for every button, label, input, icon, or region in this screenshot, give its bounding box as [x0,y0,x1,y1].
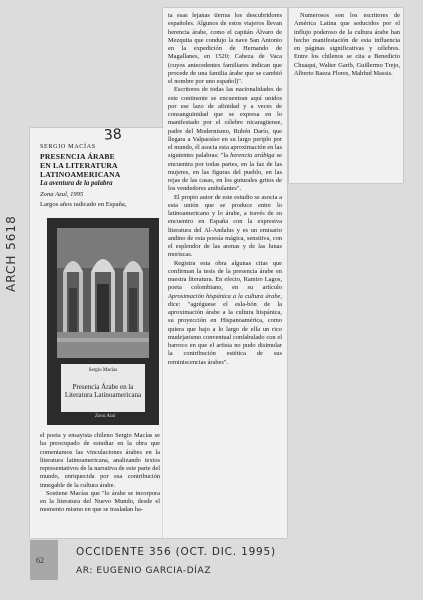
intro-text: Largos años radicado en España, [40,201,127,208]
article-subtitle: La aventura de la palabra [40,180,113,187]
book-cover [47,218,159,425]
handwritten-source: OCCIDENTE 356 (OCT. DIC. 1995) [76,546,276,558]
right-column-text: Numerosos son los escritores de América Latina que seducidos por el influjo poderoso de la cultura árabe han hecho manifestación de esta influencia en páginas significativas y célebres. Entre los chilenos se cita a Benedicto Chuaqui, Walter Garib, Guillermo Trejo, Alberto Baeza Flores, Mahfud Massis. [294,12,400,77]
publisher-logo: Zona Azul [95,414,116,419]
cover-title-line1: Presencia Árabe en la [72,383,134,391]
article-title: PRESENCIA ÁRABE EN LA LITERATURA LATINOAMERICANA [40,152,121,179]
left-column-text: el poeta y ensayista chileno Sergio Macías se ha preocupado de estudiar en la obra que comentamos las vinculaciones árabes en la literatura latinoamericana, analizando textos representativos de la narrativa de este parte del mundo, enriquecida por esa contribución innegable de la cultura árabe. Sostiene Macías que "lo árabe se incorpora en la literatura del Nuevo Mundo, desde el momento mismo en que se trasladan ha- [40,432,160,514]
page-number: 62 [36,556,44,565]
page-number-box [30,540,58,580]
cover-title-line2: Literatura Latinoamericana [64,391,142,399]
publisher-line: Zona Azul, 1995 [40,191,84,198]
cover-artwork [57,228,149,358]
handwritten-side-note: ARCH 5618 [4,215,18,292]
handwritten-author: AR: EUGENIO GARCIA-DÍAZ [76,566,212,576]
handwritten-number: 38 [103,126,123,144]
center-column-text: ta esas lejanas tierras los descubridores españoles. Algunos de estos viajeros llevan herencia árabe, como el capitán Álvaro de Mezquita que condujo la nave San Antonio en la expedición de Hernando de Magallanes, en 1520; Cabeza de Vaca (cuyos antecedentes familiares indican que procede de una familia árabe que se cambió el nombre por uno español)". Escritores de todas las nacionalidades de este continente se encuentran aquí unidos por ese lazo de afinidad y a veces de consanguinidad que se expresa en lo manifestado por el célebre nicaragüense, padre del Modernismo, Rubén Darío, que llegara a Valparaíso en su largo periplo por el mundo, él asocia esta aproximación en las siguientes palabras: "la herencia arábiga se encuentra por todas partes, en la faz de las mujeres, en las figuras del pueblo, en las rejas de las casas, en los guturales gritos de los vendedores ambulantes". El propio autor de este estudio se asocia a esta unión que se produce entre lo latinoamericano y lo árabe, a través de su encuentro en España con la expresiva literatura del Al-Andalus y es un emisario andino de esta poesía mágica, sensitiva, con el esplendor de las arenas y de las lunas moriscas. Registra esta obra algunas citas que confirman la tesis de la presencia árabe en nuestra literatura. En efecto, Ramiro Lagos, poeta colombiano, en su artículo Aproximación hispánica a la cultura árabe, dice: "agréguese el esla-bón de la aproximación árabe a la cultura hispánica, su proyección en Hispanoamérica, como quiera que bajo a lo largo de ella un rico mudejarismo conventual confabulado con el barroco en que el artista no pudo disimular la contribución estética de sus reminiscencias árabes". [168,12,282,366]
arches-illustration [57,228,149,358]
cover-author: Sergio Macías [88,368,118,373]
cover-label [61,364,145,412]
author-label: SERGIO MACÍAS [40,143,96,150]
